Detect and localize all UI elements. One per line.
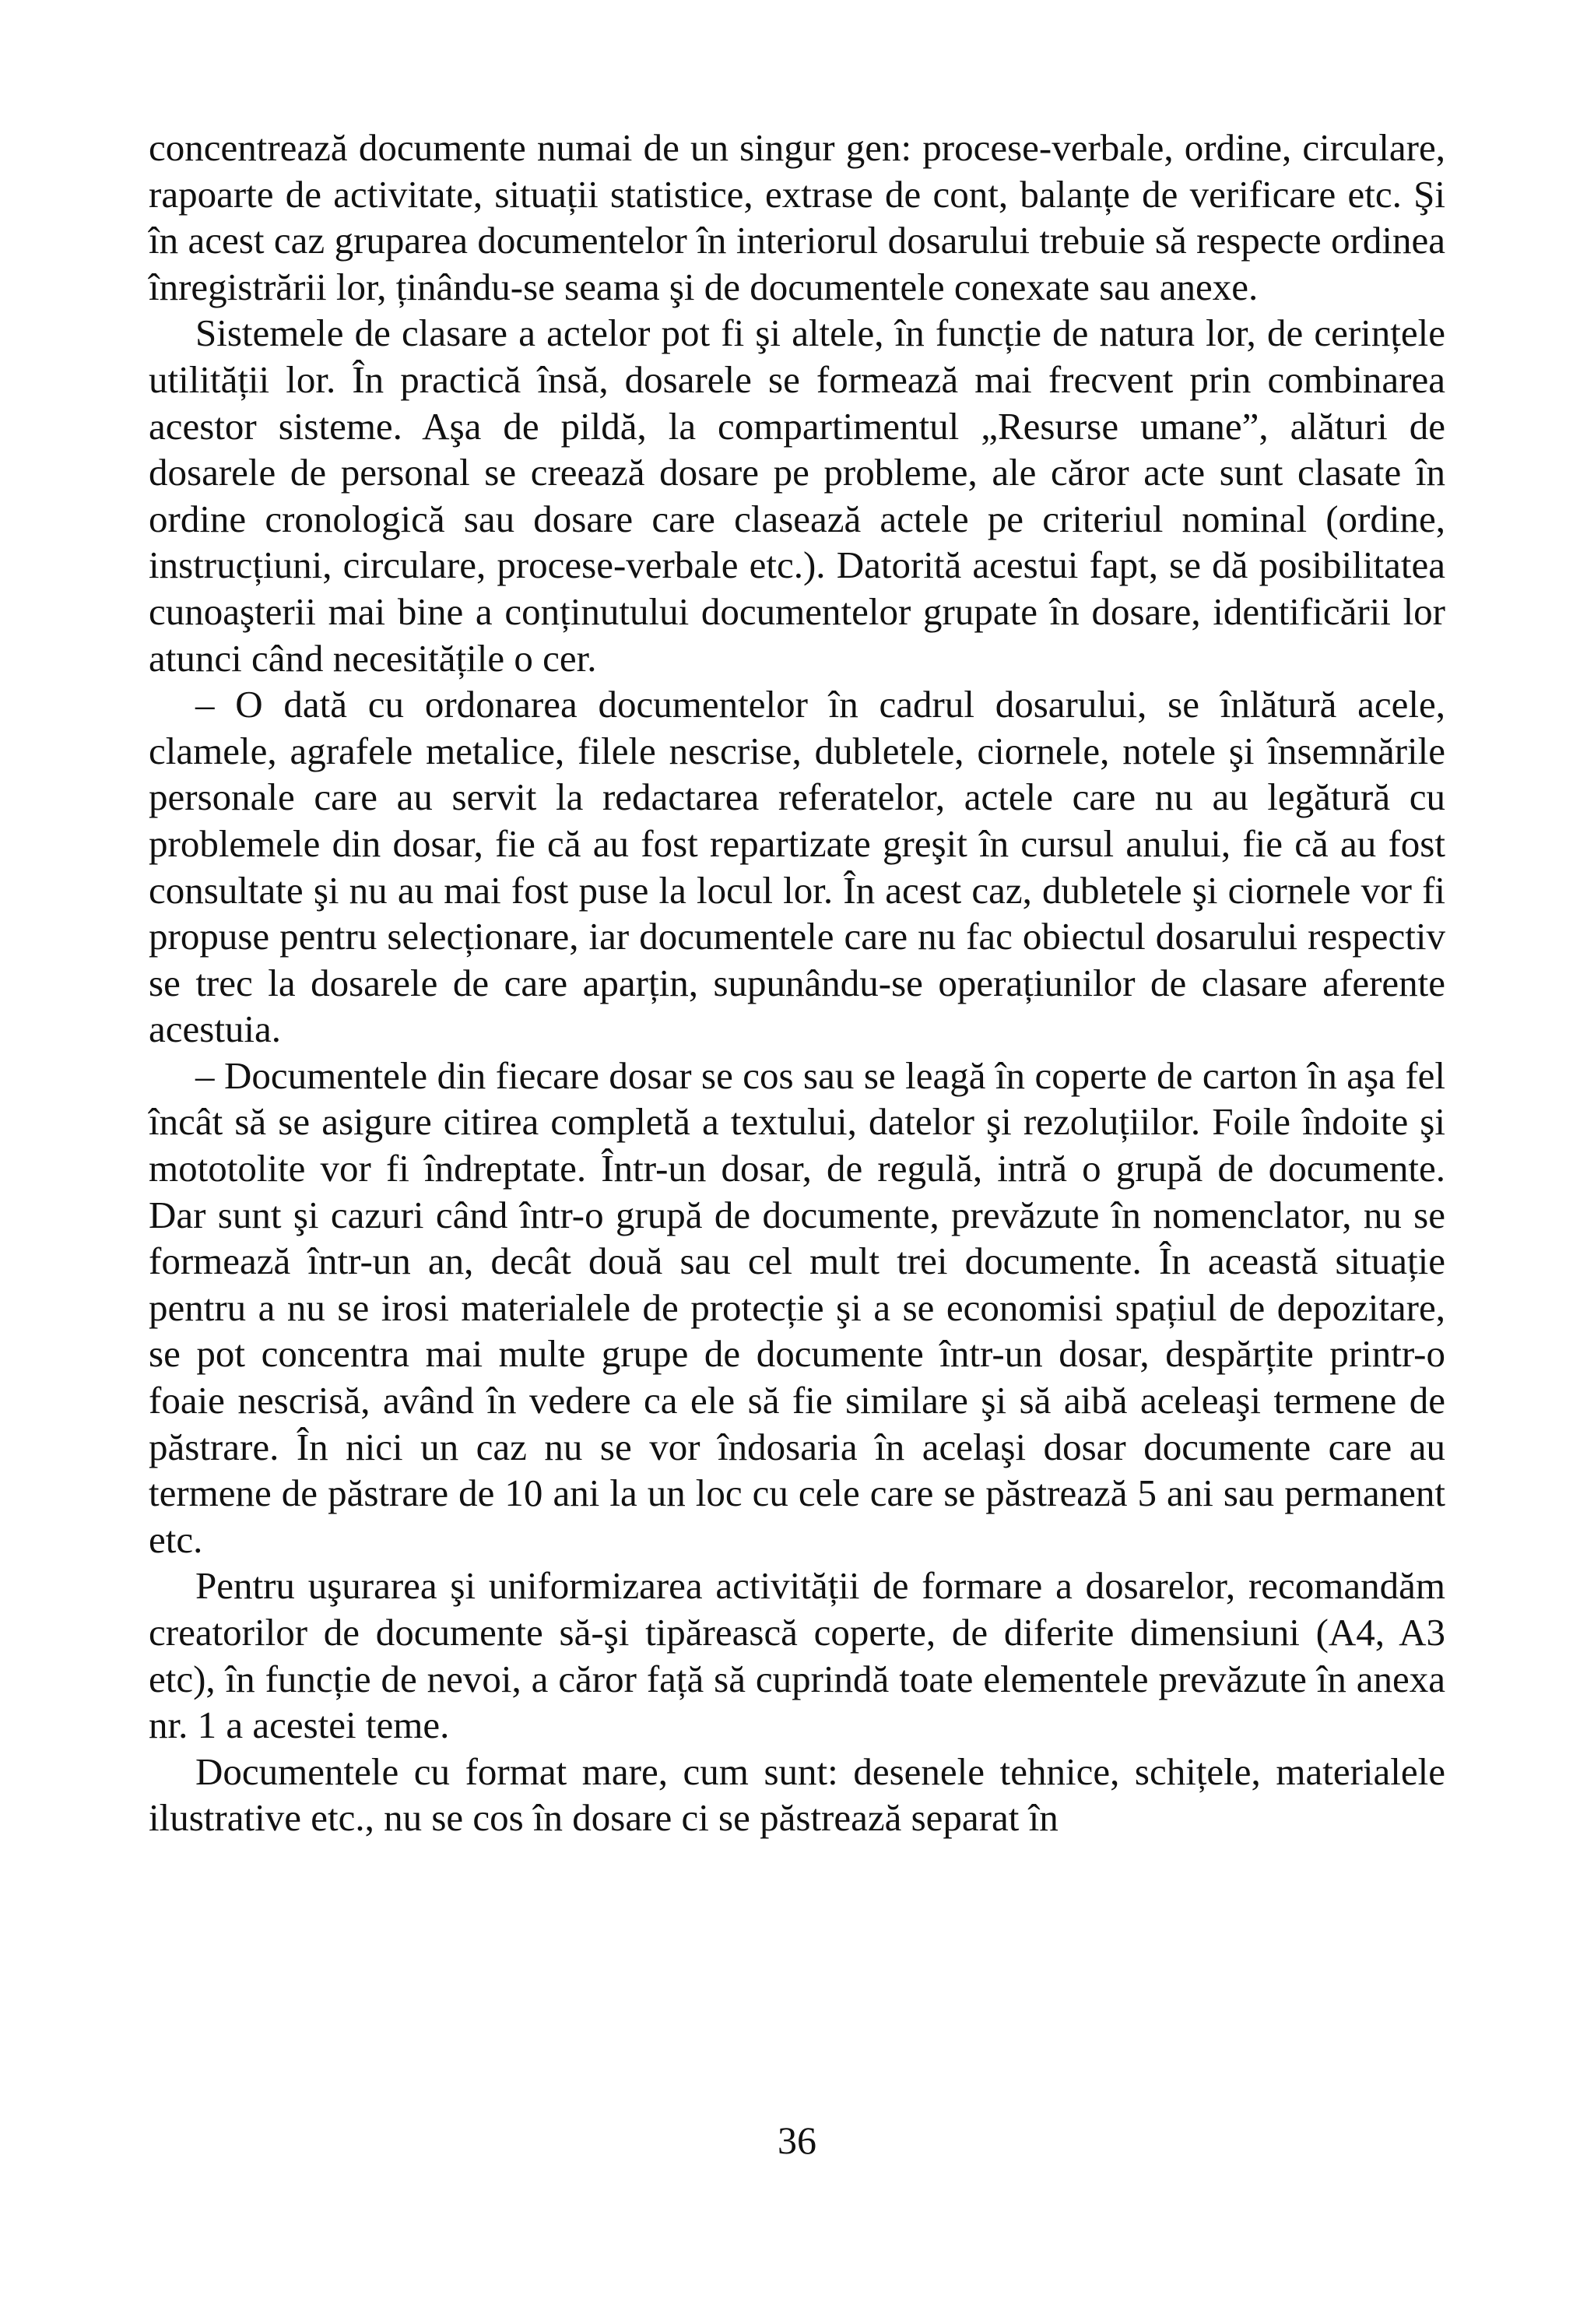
page-number: 36 (778, 2118, 816, 2162)
paragraph-5: Pentru uşurarea şi uniformizarea activității de formare a dosarelor, recomandăm creatorilor de documente să-şi tipărească coperte, de diferite dimensiuni (A4, A3 etc), în funcție de nevoi, a căror față să cuprindă toate elementele prevăzute în anexa nr. 1 a acestei teme. (149, 1564, 1445, 1747)
body-text (149, 125, 1445, 1841)
paragraph-2: Sistemele de clasare a actelor pot fi şi altele, în funcție de natura lor, de cerințele utilității lor. În practică însă, dosarele se formează mai frecvent prin combinarea acestor sisteme. Aşa de pildă, la compartimentul „Resurse umane”, alături de dosarele de personal se creează dosare pe probleme, ale căror acte sunt clasate în ordine cronologică sau dosare care clasează actele pe criteriul nominal (ordine, instrucțiuni, circulare, procese-verbale etc.). Datorită acestui fapt, se dă posibilitatea cunoaşterii mai bine a conținutului documentelor grupate în dosare, identificării lor atunci când necesitățile o cer. (149, 311, 1445, 680)
paragraph-3: – O dată cu ordonarea documentelor în cadrul dosarului, se înlătură acele, clamele, agrafele metalice, filele nescrise, dubletele, ciornele, notele şi însemnările personale care au servit la redactarea referatelor, actele care nu au legătură cu problemele din dosar, fie că au fost repartizate greşit în cursul anului, fie că au fost consultate şi nu au mai fost puse la locul lor. În acest caz, dubletele şi ciornele vor fi propuse pentru selecționare, iar documentele care nu fac obiectul dosarului respectiv se trec la dosarele de care aparțin, supunându-se operațiunilor de clasare aferente acestuia. (149, 683, 1445, 1051)
paragraph-4: – Documentele din fiecare dosar se cos sau se leagă în coperte de carton în aşa fel încât să se asigure citirea completă a textului, datelor şi rezoluțiilor. Foile îndoite şi mototolite vor fi îndreptate. Într-un dosar, de regulă, intră o grupă de documente. Dar sunt şi cazuri când într-o grupă de documente, prevăzute în nomenclator, nu se formează într-un an, decât două sau cel mult trei documente. În această situație pentru a nu se irosi materialele de protecție şi a se economisi spațiul de depozitare, se pot concentra mai multe grupe de documente într-un dosar, despărțite printr-o foaie nescrisă, având în vedere ca ele să fie similare şi să aibă aceleaşi termene de păstrare. În nici un caz nu se vor îndosaria în acelaşi dosar documente care au termene de păstrare de 10 ani la un loc cu cele care se păstrează 5 ani sau permanent etc. (149, 1053, 1445, 1561)
paragraph-1: concentrează documente numai de un singur gen: procese-verbale, ordine, circulare, rapoarte de activitate, situații statistice, extrase de cont, balanțe de verificare etc. Şi în acest caz gruparea documentelor în interiorul dosarului trebuie să respecte ordinea înregistrării lor, ținându-se seama şi de documentele conexate sau anexe. (149, 126, 1445, 308)
paragraph-6: Documentele cu format mare, cum sunt: desenele tehnice, schițele, materialele ilustrative etc., nu se cos în dosare ci se păstrează separat în (149, 1749, 1445, 1840)
